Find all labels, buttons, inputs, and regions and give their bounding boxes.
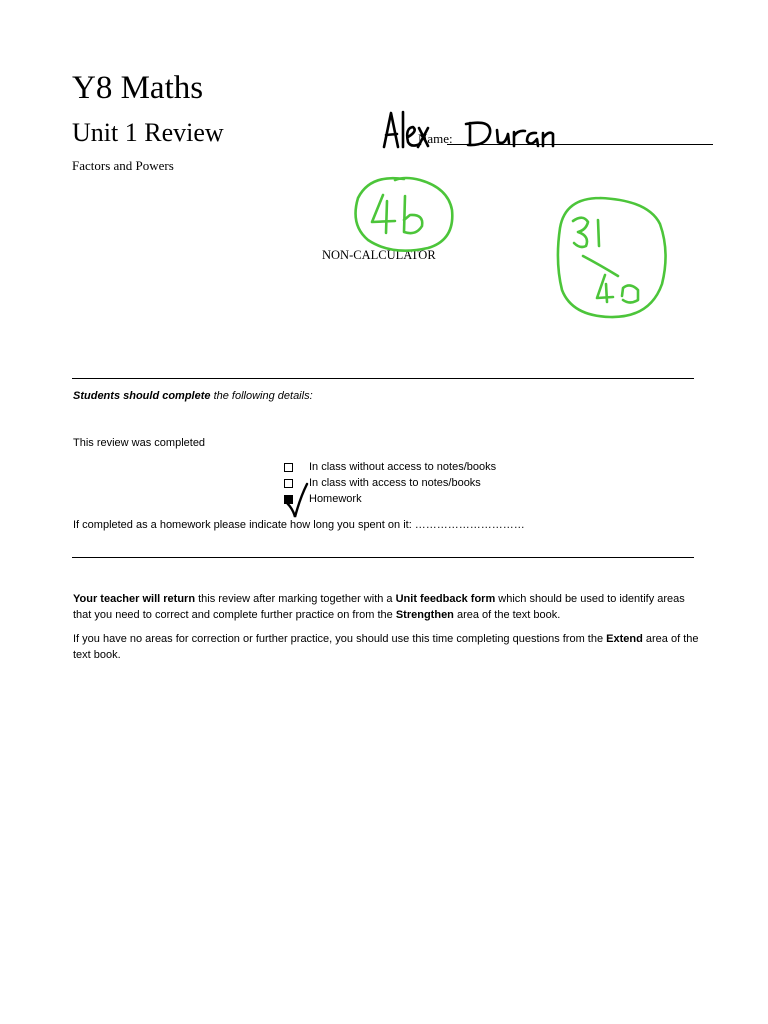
option-label: In class without access to notes/books xyxy=(309,461,497,473)
option-homework[interactable] xyxy=(284,491,496,507)
non-calculator-label: NON-CALCULATOR xyxy=(322,248,436,262)
name-field-line xyxy=(447,144,713,145)
completion-options xyxy=(284,459,496,507)
feedback-paragraph: Your teacher will return this review after marking together with a Unit feedback form which should be used to identify areas that you need to correct and complete further practice on from the Strengthen area of the text book. xyxy=(73,593,685,621)
option-label: Homework xyxy=(309,493,362,505)
grade-circle xyxy=(356,178,453,251)
checkbox[interactable] xyxy=(284,479,293,488)
checkbox[interactable] xyxy=(284,463,293,472)
score-circle xyxy=(558,198,666,317)
page-title: Y8 Maths xyxy=(72,70,204,106)
extend-paragraph: If you have no areas for correction or further practice, you should use this time completing questions from the Extend area of the text book. xyxy=(73,633,699,661)
checkbox-checked[interactable] xyxy=(284,495,293,504)
homework-time-field[interactable]: If completed as a homework please indicate how long you spent on it: ………………………… xyxy=(73,519,525,531)
topic-subtitle: Factors and Powers xyxy=(72,158,174,173)
option-in-class-without-notes[interactable] xyxy=(284,459,496,475)
divider-bottom xyxy=(72,557,694,558)
unit-title: Unit 1 Review xyxy=(72,118,224,147)
option-label: In class with access to notes/books xyxy=(309,477,481,489)
option-in-class-with-notes[interactable] xyxy=(284,475,496,491)
name-label: Name: xyxy=(418,131,453,146)
handwritten-name xyxy=(384,112,553,147)
details-intro: Students should complete the following details: xyxy=(73,390,313,402)
completed-label: This review was completed xyxy=(73,437,206,449)
divider-top xyxy=(72,378,694,379)
